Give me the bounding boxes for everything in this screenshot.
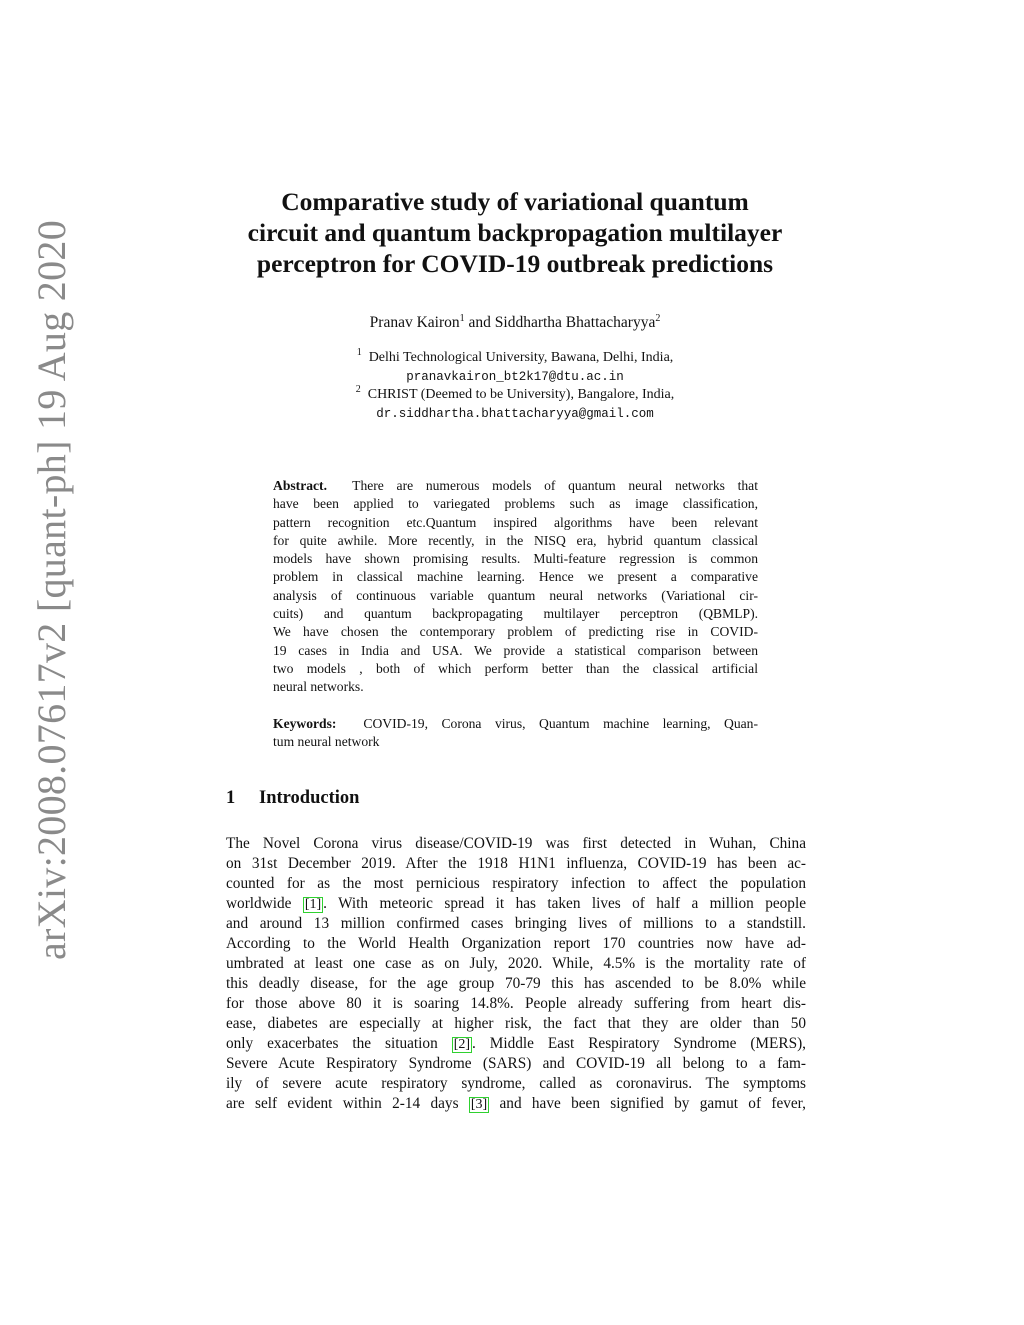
body-line: on 31st December 2019. After the 1918 H1N1 influenza, COVID-19 has been ac- (226, 855, 806, 872)
arxiv-identifier-stamp: arXiv:2008.07617v2 [quant-ph] 19 Aug 2020 (29, 220, 74, 960)
body-line (226, 1094, 806, 1114)
author-name: Pranav Kairon (369, 314, 460, 331)
author-list (200, 314, 830, 332)
affiliation-line (200, 349, 830, 368)
abstract-line: pattern recognition etc.Quantum inspired algorithms have been relevant (273, 514, 758, 530)
affiliation-text: CHRIST (Deemed to be University), Bangalore, India, (367, 387, 675, 402)
body-line: Severe Acute Respiratory Syndrome (SARS) and COVID-19 all belong to a fam- (226, 1055, 806, 1072)
body-line: The Novel Corona virus disease/COVID-19 was first detected in Wuhan, China (226, 835, 806, 852)
body-text-fragment: only exacerbates the situation (226, 1035, 452, 1052)
body-text-fragment: . Middle East Respiratory Syndrome (MERS), (472, 1035, 807, 1052)
abstract-line: problem in classical machine learning. Hence we present a comparative (273, 569, 758, 585)
body-line: counted for as the most pernicious respiratory infection to affect the population (226, 875, 806, 892)
body-text-fragment: and have been signified by gamut of fever, (489, 1095, 806, 1112)
author-name: Siddhartha Bhattacharyya (494, 314, 656, 331)
body-line: According to the World Health Organization report 170 countries now have ad- (226, 935, 806, 952)
body-line: this deadly disease, for the age group 70-79 this has ascended to be 8.0% while (226, 975, 806, 992)
section-number: 1 (226, 788, 236, 808)
body-line: for those above 80 it is soaring 14.8%. People already suffering from heart dis- (226, 995, 806, 1012)
author-email[interactable]: dr.siddhartha.bhattacharyya@gmail.com (376, 406, 654, 421)
abstract-line: 19 cases in India and USA. We provide a statistical comparison between (273, 642, 758, 658)
body-line: and around 13 million confirmed cases bringing lives of millions to a standstill. (226, 915, 806, 932)
citation-link[interactable]: [2] (453, 1037, 471, 1052)
keywords-line (273, 715, 758, 733)
body-line: ily of severe acute respiratory syndrome, called as coronavirus. The symptoms (226, 1075, 806, 1092)
body-text-fragment: . With meteoric spread it has taken lives of half a million people (323, 895, 806, 912)
keywords-label: Keywords: (273, 716, 337, 731)
citation-link[interactable]: [1] (304, 897, 322, 912)
title-line: Comparative study of variational quantum (281, 187, 749, 216)
abstract-line (273, 477, 758, 495)
section-heading (226, 788, 359, 809)
affiliation-line (200, 386, 830, 405)
abstract-line: models have shown promising results. Multi-feature regression is common (273, 551, 758, 567)
section-title: Introduction (259, 788, 360, 808)
author-affiliation-marker: 1 (459, 313, 465, 324)
title-line: perceptron for COVID-19 outbreak predictions (256, 249, 774, 278)
abstract-line: analysis of continuous variable quantum neural networks (Variational cir- (273, 587, 758, 603)
title-line: circuit and quantum backpropagation multilayer (247, 218, 783, 247)
keywords (273, 715, 758, 752)
keywords-text: COVID-19, Corona virus, Quantum machine learning, Quan- (363, 716, 759, 731)
abstract-line: neural networks. (273, 679, 364, 695)
abstract-line: We have chosen the contemporary problem of predicting rise in COVID- (273, 624, 758, 640)
body-line: umbrated at least one case as on July, 2020. While, 4.5% is the mortality rate of (226, 955, 806, 972)
citation-link[interactable]: [3] (470, 1097, 488, 1112)
author-conjunction: and (464, 314, 495, 331)
abstract (273, 477, 758, 697)
body-line (226, 1034, 806, 1054)
abstract-text: There are numerous models of quantum neural networks that (352, 478, 758, 493)
affiliation-marker: 2 (355, 384, 361, 395)
author-email[interactable]: pranavkairon_bt2k17@dtu.ac.in (406, 369, 624, 384)
abstract-line: for quite awhile. More recently, in the NISQ era, hybrid quantum classical (273, 532, 758, 548)
paper-title (200, 186, 830, 279)
body-text-fragment: are self evident within 2-14 days (226, 1095, 469, 1112)
abstract-line: cuits) and quantum backpropagating multilayer perceptron (QBMLP). (273, 606, 758, 622)
body-text-fragment: worldwide (226, 895, 303, 912)
abstract-line: have been applied to variegated problems such as image classification, (273, 496, 758, 512)
body-line: ease, diabetes are especially at higher risk, the fact that they are older than 50 (226, 1015, 806, 1032)
affiliation-marker: 1 (356, 347, 362, 358)
body-line (226, 894, 806, 914)
introduction-body (226, 834, 806, 1114)
abstract-label: Abstract. (273, 478, 327, 493)
author-affiliation-marker: 2 (655, 313, 661, 324)
keywords-line: tum neural network (273, 734, 380, 750)
affiliation-text: Delhi Technological University, Bawana, Delhi, India, (368, 350, 674, 365)
abstract-line: two models , both of which perform better than the classical artificial (273, 660, 758, 676)
affiliations (200, 349, 830, 423)
